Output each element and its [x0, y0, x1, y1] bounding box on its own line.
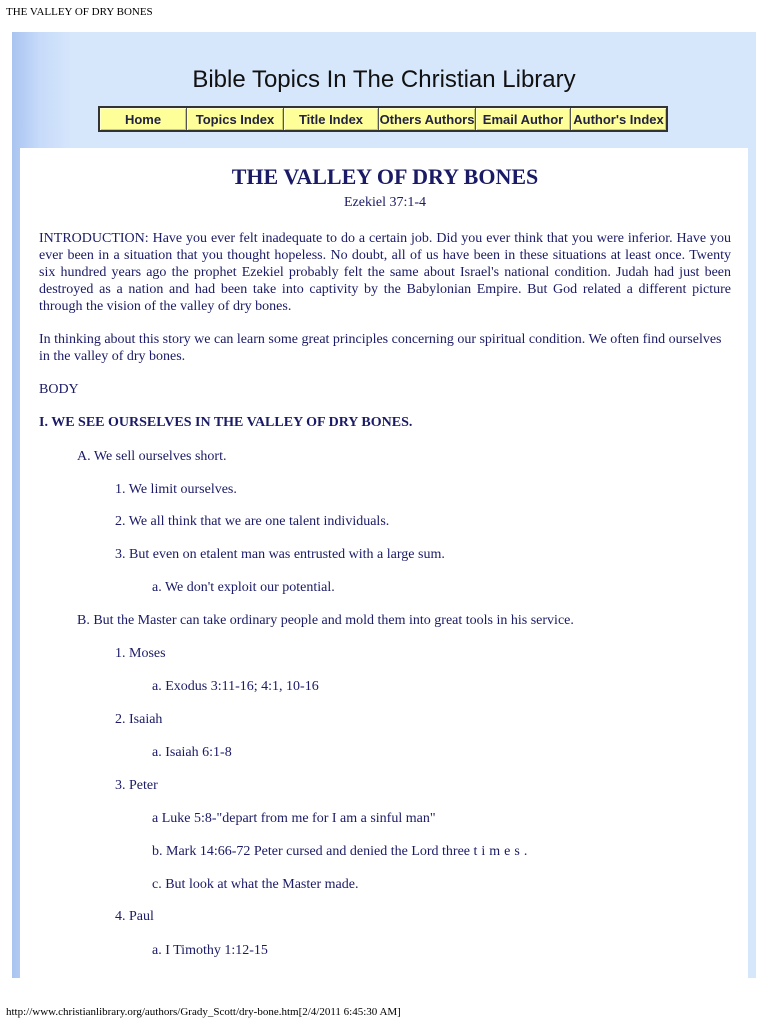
- outline-a1: 1. We limit ourselves.: [115, 482, 237, 497]
- introduction-paragraph: INTRODUCTION: Have you ever felt inadequate to do a certain job. Did you ever think that you were inferior. Have you ever been in a situation that you thought hopeless. No doubt, all of us have been in these situations at least once. Twenty six hundred years ago the prophet Ezekiel probably felt the same about Israel's national condition. Judah had just been destroyed as a nation and had been take into captivity by the Babylonian Empire. But God related a different picture through the vision of the valley of dry bones.: [39, 231, 731, 314]
- outline-a3: 3. But even on etalent man was entrusted with a large sum.: [115, 547, 445, 562]
- outline-a: A. We sell ourselves short.: [77, 449, 227, 464]
- outline-b1a: a. Exodus 3:11-16; 4:1, 10-16: [152, 679, 319, 694]
- thinking-paragraph: In thinking about this story we can learn some great principles concerning our spiritual condition. We often find ourselves in the valley of dry bones.: [39, 332, 722, 364]
- outline-b3b-end: .: [523, 844, 528, 859]
- nav-title-index[interactable]: Title Index: [284, 108, 379, 130]
- outline-a3a: a. We don't exploit our potential.: [152, 580, 335, 595]
- outline-b1: 1. Moses: [115, 646, 166, 661]
- outline-a2: 2. We all think that we are one talent individuals.: [115, 514, 390, 529]
- outline-b3b-spaced: times: [473, 844, 524, 859]
- outline-b3b-text: b. Mark 14:66-72 Peter cursed and denied the Lord three: [152, 844, 474, 859]
- point-1-heading: I. WE SEE OURSELVES IN THE VALLEY OF DRY BONES.: [39, 415, 413, 430]
- nav-email-author[interactable]: Email Author: [476, 108, 571, 130]
- content-area: [20, 148, 748, 978]
- outline-b3b: [152, 843, 527, 860]
- nav-home[interactable]: Home: [100, 108, 187, 130]
- outline-b2: 2. Isaiah: [115, 712, 163, 727]
- outline-b4a: a. I Timothy 1:12-15: [152, 943, 268, 958]
- print-footer-url: http://www.christianlibrary.org/authors/Grady_Scott/dry-bone.htm[2/4/2011 6:45:30 AM]: [6, 1006, 401, 1018]
- nav-authors-index[interactable]: Author's Index: [571, 108, 666, 130]
- site-title: Bible Topics In The Christian Library: [192, 66, 576, 93]
- print-header: THE VALLEY OF DRY BONES: [6, 6, 153, 18]
- outline-b4: 4. Paul: [115, 909, 154, 924]
- nav-topics-index[interactable]: Topics Index: [187, 108, 284, 130]
- outline-b3: 3. Peter: [115, 778, 158, 793]
- body-label: BODY: [39, 382, 79, 397]
- outline-b2a: a. Isaiah 6:1-8: [152, 745, 232, 760]
- page-frame: [12, 32, 756, 978]
- outline-b3c: c. But look at what the Master made.: [152, 877, 359, 892]
- nav-bar: [98, 106, 668, 132]
- scripture-reference: Ezekiel 37:1-4: [343, 195, 427, 210]
- document-title: THE VALLEY OF DRY BONES: [231, 164, 539, 189]
- nav-others-authors[interactable]: Others Authors: [379, 108, 476, 130]
- outline-b3a: a Luke 5:8-"depart from me for I am a sinful man": [152, 811, 436, 826]
- outline-b: B. But the Master can take ordinary people and mold them into great tools in his service.: [77, 613, 574, 628]
